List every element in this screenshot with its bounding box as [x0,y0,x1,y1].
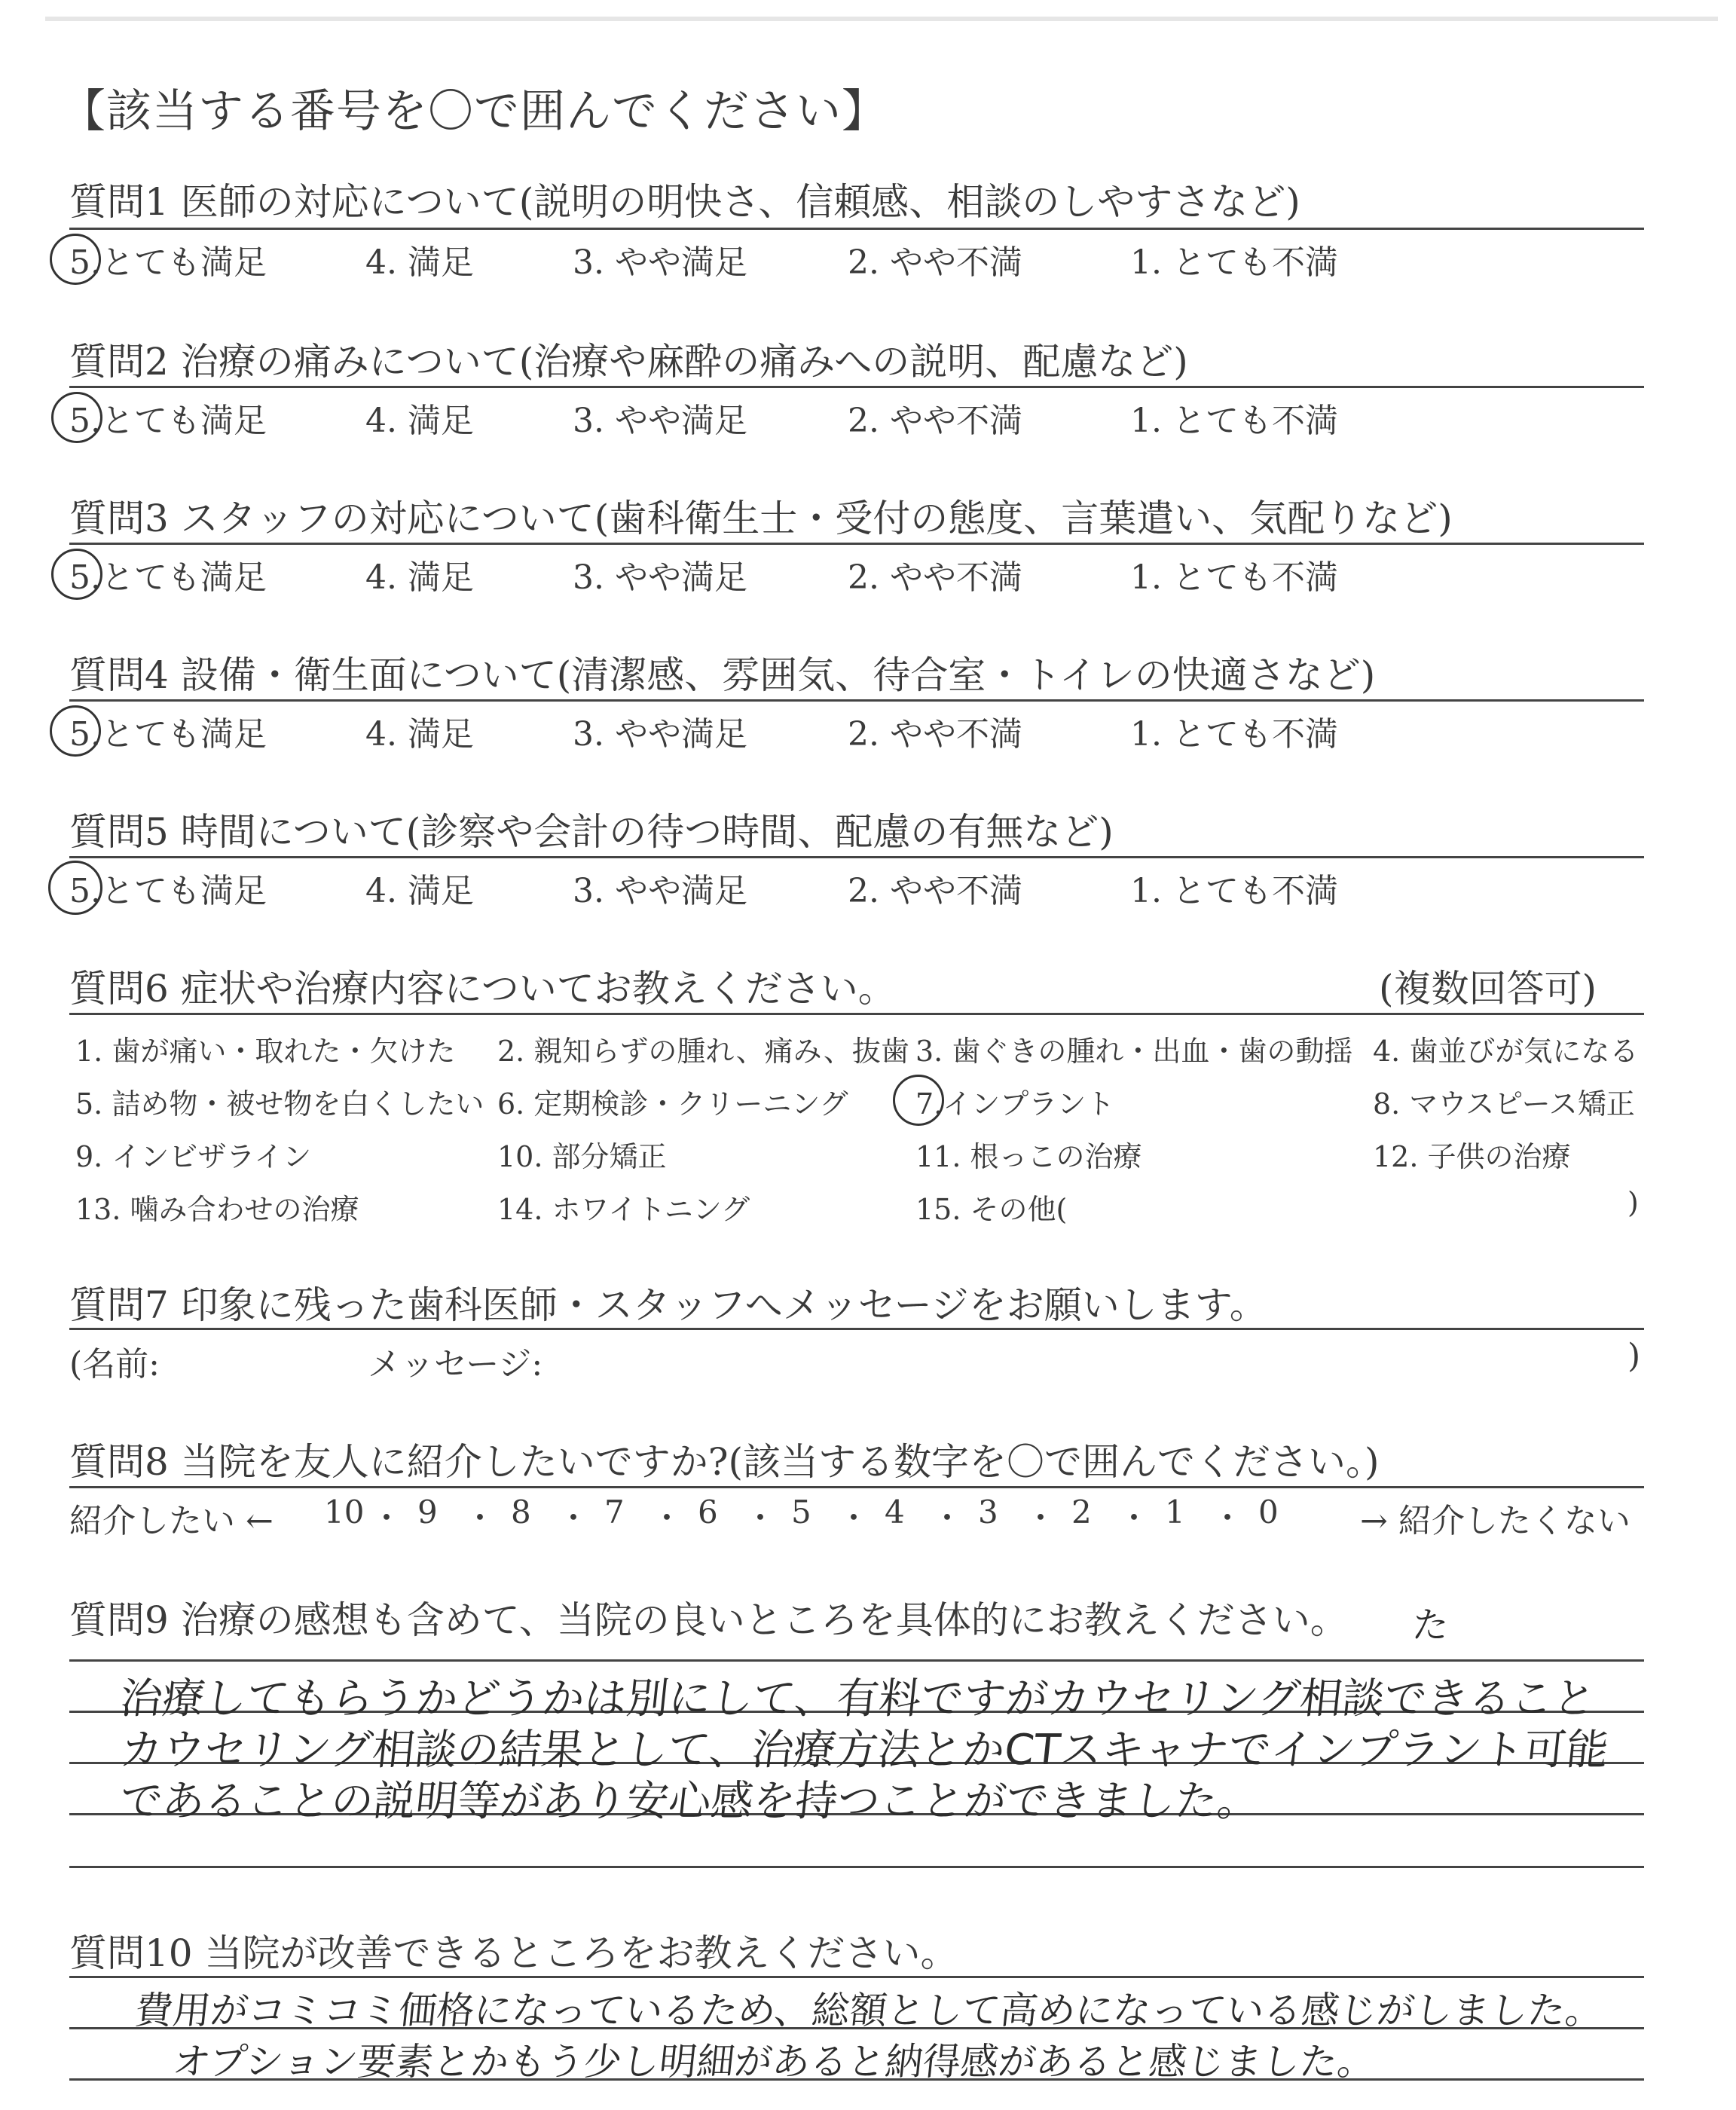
q4-option-2[interactable]: 2. やや不満 [848,715,1022,754]
q8-scale-separator: ・ [1118,1500,1151,1537]
q7-name-label: (名前: [69,1345,160,1384]
q6-choice-12[interactable]: 12. 子供の治療 [1373,1140,1571,1173]
page-title: 【該当する番号を〇で囲んでください】 [60,85,888,138]
q6-title: 質問6 症状や治療内容についてお教えください。 [69,967,896,1011]
q2-title: 質問2 治療の痛みについて(治療や麻酔の痛みへの説明、配慮など) [69,340,1188,384]
q8-scale-separator: ・ [744,1500,777,1537]
q8-scale-separator: ・ [371,1500,403,1537]
q5-rule [69,856,1644,858]
q3-option-2[interactable]: 2. やや不満 [848,558,1022,597]
q8-scale-option[interactable]: 3 [978,1494,998,1531]
q1-title: 質問1 医師の対応について(説明の明快さ、信頼感、相談のしやすさなど) [69,180,1300,224]
q3-option-5[interactable]: 5.とても満足 [69,558,267,597]
q4-option-3[interactable]: 3. やや満足 [573,715,747,754]
q8-scale-separator: ・ [1212,1500,1244,1537]
q8-scale-option[interactable]: 8 [511,1494,531,1531]
q8-scale-separator: ・ [558,1500,590,1537]
q2-option-2[interactable]: 2. やや不満 [848,402,1022,440]
q6-choice-11[interactable]: 11. 根っこの治療 [915,1140,1142,1173]
q6-choice-14[interactable]: 14. ホワイトニング [497,1193,750,1226]
q8-scale-option[interactable]: 9 [417,1494,438,1531]
q9-rule-5 [69,1866,1644,1868]
q6-choice-1[interactable]: 1. 歯が痛い・取れた・欠けた [75,1035,456,1068]
q6-choice-9[interactable]: 9. インビザライン [75,1140,312,1173]
q7-message-label: メッセージ: [368,1345,543,1384]
q1-option-3[interactable]: 3. やや満足 [573,243,747,282]
q4-option-1[interactable]: 1. とても不満 [1130,715,1338,754]
q2-rule [69,386,1644,388]
q8-scale-option[interactable]: 0 [1258,1494,1279,1531]
q8-scale-option[interactable]: 7 [604,1494,625,1531]
q9-rule-1 [69,1659,1644,1662]
q5-title: 質問5 時間について(診察や会計の待つ時間、配慮の有無など) [69,810,1114,854]
q2-option-3[interactable]: 3. やや満足 [573,402,747,440]
q6-choice-2[interactable]: 2. 親知らずの腫れ、痛み、抜歯 [497,1035,909,1068]
q9-title: 質問9 治療の感想も含めて、当院の良いところを具体的にお教えください。 [69,1598,1348,1642]
q9-handwritten-correction: た [1410,1604,1451,1647]
q8-scale-separator: ・ [1025,1500,1057,1537]
q5-option-4[interactable]: 4. 満足 [365,872,474,910]
q2-option-1[interactable]: 1. とても不満 [1130,402,1338,440]
q3-title: 質問3 スタッフの対応について(歯科衛生士・受付の態度、言葉遣い、気配りなど) [69,497,1453,540]
q8-title: 質問8 当院を友人に紹介したいですか?(該当する数字を〇で囲んでください。) [69,1440,1380,1484]
q7-title: 質問7 印象に残った歯科医師・スタッフへメッセージをお願いします。 [69,1283,1267,1327]
q5-option-3[interactable]: 3. やや満足 [573,872,747,910]
q10-handwritten-line-2: オプション要素とかもう少し明細があると納得感があると感じました。 [170,2040,1378,2084]
q8-left-label: 紹介したい ← [69,1502,274,1540]
q6-choice-10[interactable]: 10. 部分矯正 [497,1140,667,1173]
q8-scale-separator: ・ [464,1500,497,1537]
q8-scale-option[interactable]: 2 [1071,1494,1092,1531]
q4-rule [69,699,1644,702]
q8-scale-option[interactable]: 6 [698,1494,718,1531]
q1-option-1[interactable]: 1. とても不満 [1130,243,1338,282]
q9-handwritten-line-2: カウセリング相談の結果として、治療方法とかCTスキャナでインプラント可能 [118,1726,1612,1775]
q8-right-label: → 紹介したくない [1360,1502,1631,1540]
q3-option-3[interactable]: 3. やや満足 [573,558,747,597]
q9-handwritten-line-3: であることの説明等があり安心感を持つことができました。 [118,1777,1262,1826]
q6-choice-6[interactable]: 6. 定期検診・クリーニング [497,1087,848,1121]
q8-scale-separator: ・ [931,1500,964,1537]
q3-rule [69,543,1644,545]
q3-option-1[interactable]: 1. とても不満 [1130,558,1338,597]
q1-rule [69,228,1644,230]
q3-option-4[interactable]: 4. 満足 [365,558,474,597]
q7-rule [69,1328,1644,1330]
q10-handwritten-line-1: 費用がコミコミ価格になっているため、総額として高めになっている感じがしました。 [133,1989,1606,2032]
q1-option-4[interactable]: 4. 満足 [365,243,474,282]
q6-rule [69,1013,1644,1015]
q9-handwritten-line-1: 治療してもらうかどうかは別にして、有料ですがカウセリング相談できること [118,1674,1598,1723]
q8-scale-option[interactable]: 4 [885,1494,905,1531]
q5-option-1[interactable]: 1. とても不満 [1130,872,1338,910]
q7-close-paren: ) [1628,1337,1641,1375]
q6-choice-15[interactable]: 15. その他( [915,1193,1068,1226]
q6-other-close-paren: ) [1628,1186,1639,1219]
q5-option-5[interactable]: 5.とても満足 [69,872,267,910]
q6-choice-3[interactable]: 3. 歯ぐきの腫れ・出血・歯の動揺 [915,1035,1353,1068]
q6-choice-5[interactable]: 5. 詰め物・被せ物を白くしたい [75,1087,484,1121]
q10-title: 質問10 当院が改善できるところをお教えください。 [69,1931,958,1975]
q5-option-2[interactable]: 2. やや不満 [848,872,1022,910]
q6-choice-7[interactable]: 7.インプラント [915,1087,1115,1121]
q8-scale-separator: ・ [838,1500,870,1537]
q6-choice-8[interactable]: 8. マウスピース矯正 [1373,1087,1635,1121]
q8-scale-separator: ・ [651,1500,683,1537]
q2-option-4[interactable]: 4. 満足 [365,402,474,440]
q6-choice-4[interactable]: 4. 歯並びが気になる [1373,1035,1639,1068]
q1-option-5[interactable]: 5.とても満足 [69,243,267,282]
q4-option-4[interactable]: 4. 満足 [365,715,474,754]
scan-top-edge [45,17,1718,21]
q8-rule [69,1486,1644,1488]
q2-option-5[interactable]: 5.とても満足 [69,402,267,440]
q8-scale-option[interactable]: 5 [791,1494,811,1531]
q8-scale-option[interactable]: 1 [1165,1494,1185,1531]
q1-option-2[interactable]: 2. やや不満 [848,243,1022,282]
q4-title: 質問4 設備・衛生面について(清潔感、雰囲気、待合室・トイレの快適さなど) [69,653,1376,697]
q6-choice-13[interactable]: 13. 噛み合わせの治療 [75,1193,359,1226]
q6-multiple-note: (複数回答可) [1379,967,1597,1011]
q8-scale-option[interactable]: 10 [324,1494,365,1531]
q10-rule-1 [69,1976,1644,1978]
q4-option-5[interactable]: 5.とても満足 [69,715,267,754]
